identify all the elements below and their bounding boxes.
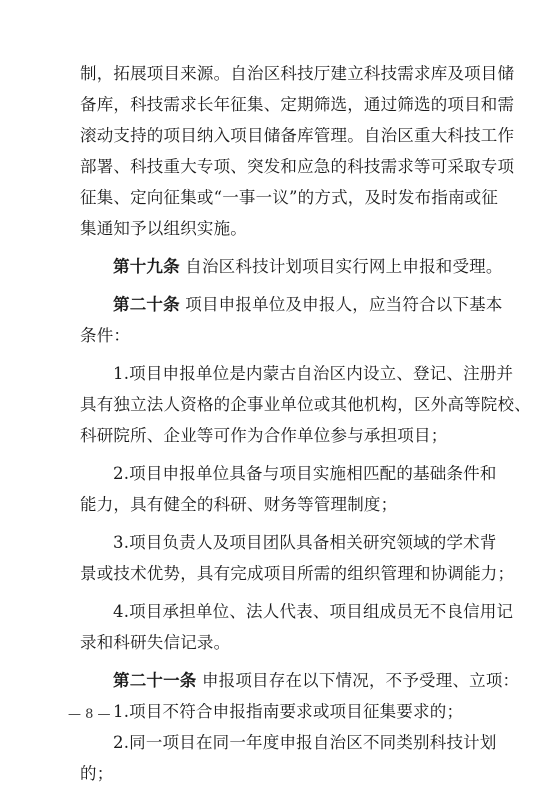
text-line: 滚动支持的项目纳入项目储备库管理。自治区重大科技工作 xyxy=(80,126,515,145)
text-line: 制，拓展项目来源。自治区科技厅建立科技需求库及项目储 xyxy=(80,64,515,83)
text-line: 的； xyxy=(80,764,114,783)
list-item-line: 3.项目负责人及项目团队具备相关研究领域的学术背 xyxy=(113,533,497,552)
article-heading: 第二十一条 xyxy=(113,671,197,690)
article-text: 申报项目存在以下情况，不予受理、立项： xyxy=(201,671,520,690)
list-item-line: 1.项目申报单位是内蒙古自治区内设立、登记、注册并 xyxy=(113,364,514,383)
text-line: 部署、科技重大专项、突发和应急的科技需求等可采取专项 xyxy=(80,157,515,176)
page-number: — 8 — xyxy=(68,707,111,722)
text-line: 录和科研失信记录。 xyxy=(80,633,231,652)
list-item-line: 4.项目承担单位、法人代表、项目组成员无不良信用记 xyxy=(113,602,514,621)
text-line: 备库，科技需求长年征集、定期筛选，通过筛选的项目和需 xyxy=(80,95,515,114)
article-text: 自治区科技计划项目实行网上申报和受理。 xyxy=(185,257,503,276)
text-line: 能力，具有健全的科研、财务等管理制度； xyxy=(80,495,398,514)
list-item-line: 1.项目不符合申报指南要求或项目征集要求的； xyxy=(113,702,464,721)
article-20 xyxy=(80,289,503,320)
article-heading: 第二十条 xyxy=(113,295,180,314)
list-item-line: 2.同一项目在同一年度申报自治区不同类别科技计划 xyxy=(113,733,497,752)
text-line: 景或技术优势，具有完成项目所需的组织管理和协调能力； xyxy=(80,564,515,583)
list-item-line: 2.项目申报单位具备与项目实施相匹配的基础条件和 xyxy=(113,464,497,483)
text-line: 条件： xyxy=(80,326,131,345)
article-19 xyxy=(80,251,503,282)
article-text: 项目申报单位及申报人，应当符合以下基本 xyxy=(185,295,503,314)
text-line: 集通知予以组织实施。 xyxy=(80,219,247,238)
text-line: 科研院所、企业等可作为合作单位参与承担项目； xyxy=(80,426,448,445)
text-line: 具有独立法人资格的企事业单位或其他机构，区外高等院校、 xyxy=(80,395,531,414)
text-line: 征集、定向征集或“一事一议”的方式，及时发布指南或征 xyxy=(80,188,499,207)
article-heading: 第十九条 xyxy=(113,257,180,276)
article-21 xyxy=(80,665,520,696)
body-text xyxy=(80,58,531,789)
